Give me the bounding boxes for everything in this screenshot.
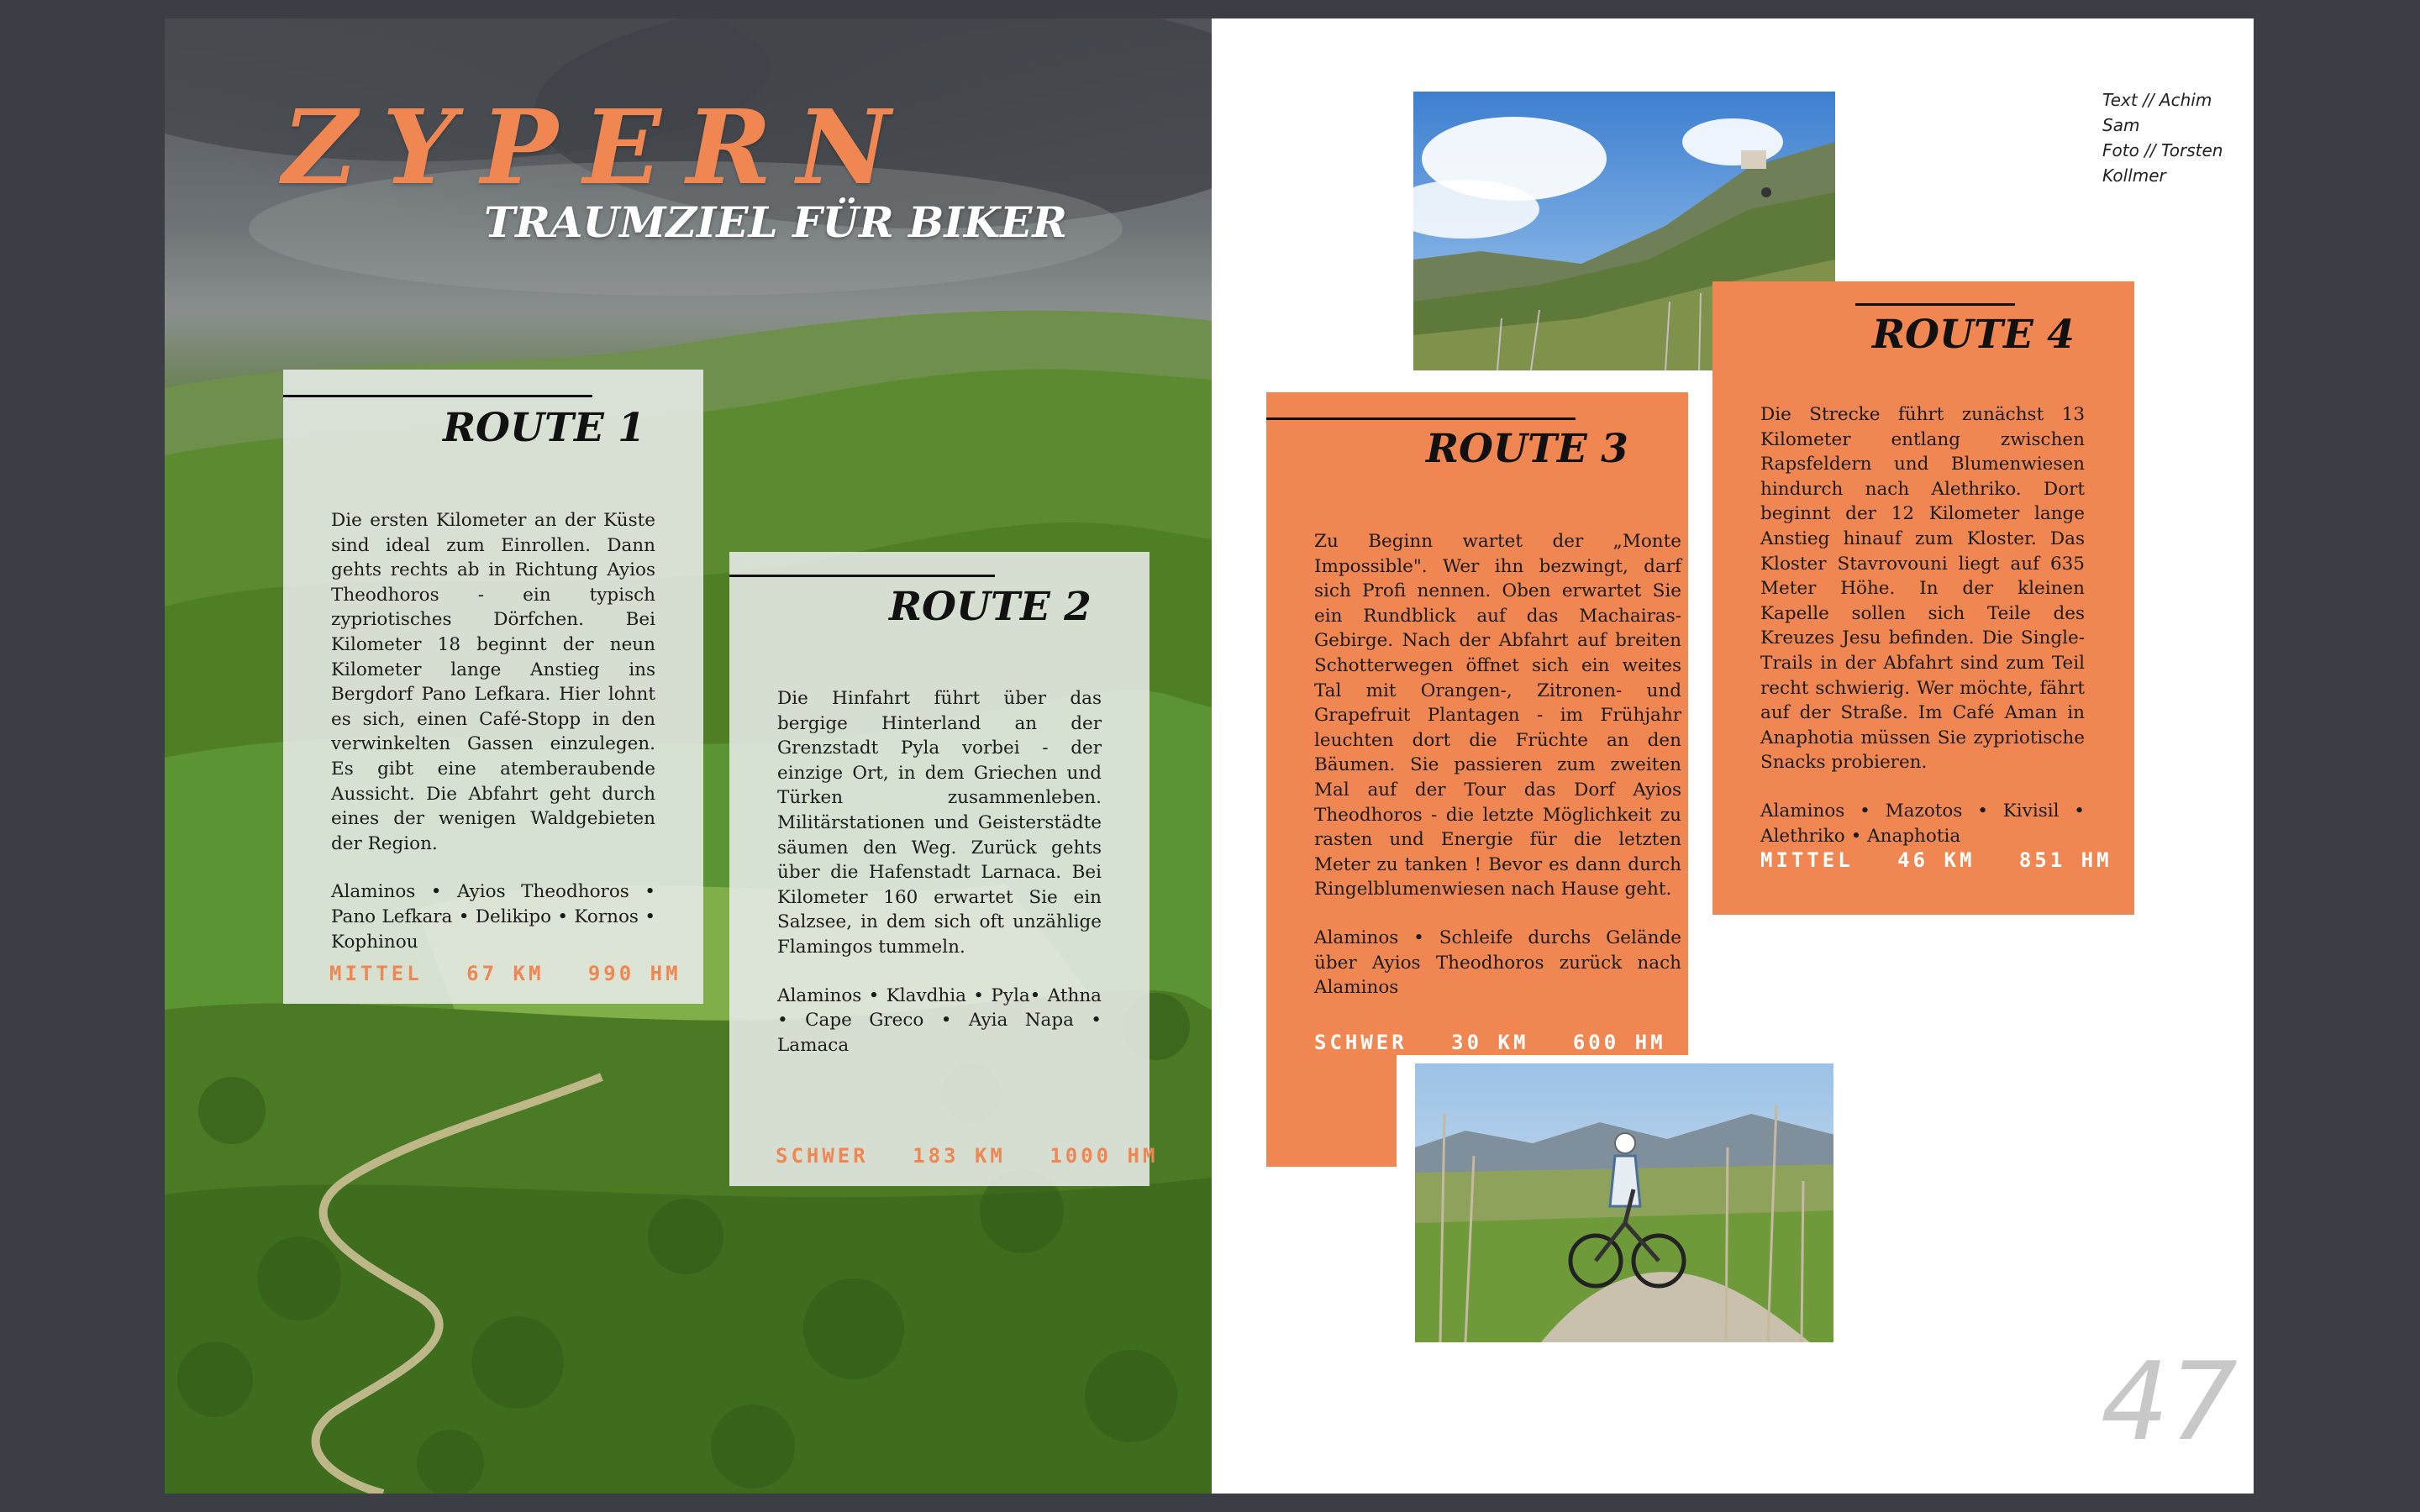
route-2-text: Die Hinfahrt führt über das bergige Hinterland an der Grenzstadt Pyla vorbei - der einzige Ort, in dem Griechen und Türken zusammenleben. Militärstationen und Geisterstädte säumen den Weg. Zurück gehts über die Hafenstadt Larnaca. Bei Kilometer 160 erwartet Sie ein Salzsee, in dem sich oft unzählige Flamingos tummeln. bbox=[777, 688, 1102, 958]
route-4-distance: 46 KM bbox=[1897, 848, 1975, 872]
route-2-difficulty: SCHWER bbox=[776, 1144, 869, 1168]
route-3-distance: 30 KM bbox=[1451, 1031, 1529, 1054]
route-1-stats bbox=[329, 962, 681, 985]
route-1-title: ROUTE 1 bbox=[443, 405, 645, 451]
route-1-text: Die ersten Kilometer an der Küste sind ideal zum Einrollen. Dann gehts rechts ab in Richtung Ayios Theodhoros - ein typisch zypriotisches Dörfchen. Bei Kilometer 18 beginnt der neun Kilometer lange Anstieg ins Bergdorf Pano Lefkara. Hier lohnt es sich, einen Café-Stopp in den verwinkelten Gassen einzulegen. Es gibt eine atemberaubende Aussicht. Die Abfahrt geht durch eines der wenigen Waldgebieten der Region. bbox=[331, 510, 655, 854]
route-3-description bbox=[1314, 529, 1681, 1000]
right-page bbox=[1212, 18, 2254, 1494]
route-3-card bbox=[1266, 392, 1688, 1167]
route-2-elevation: 1000 HM bbox=[1050, 1144, 1159, 1168]
route-4-difficulty: MITTEL bbox=[1760, 848, 1854, 872]
route-4-title: ROUTE 4 bbox=[1872, 312, 2075, 358]
route-2-description bbox=[777, 686, 1102, 1058]
route-3-title: ROUTE 3 bbox=[1426, 426, 1628, 472]
photo-biker-image bbox=[1415, 1063, 1833, 1342]
page-number: 47 bbox=[2101, 1340, 2238, 1465]
route-2-card bbox=[729, 552, 1159, 1186]
route-1-difficulty: MITTEL bbox=[329, 962, 423, 985]
route-3-waypoints: Alaminos • Schleife durchs Gelände über Ayios Theodhoros zurück nach Alaminos bbox=[1314, 927, 1681, 999]
route-2-waypoints: Alaminos • Klavdhia • Pyla• Athna • Cape Greco • Ayia Napa • Lamaca bbox=[777, 984, 1102, 1056]
route-title-rule bbox=[729, 575, 995, 577]
route-1-description bbox=[331, 508, 655, 954]
photo-mountain-biker bbox=[1397, 1055, 1833, 1357]
route-4-text: Die Strecke führt zunächst 13 Kilometer entlang zwischen Rapsfeldern und Blumenwiesen hindurch nach Alethriko. Dort beginnt der 12 Kilometer lange Anstieg hinauf zum Kloster. Das Kloster Stavrovouni liegt auf 635 Meter Höhe. In der kleinen Kapelle sollen sich Teile des Kreuzes Jesu befinden. Die Single-Trails in der Abfahrt sind zum Teil recht schwierig. Wer möchte, fährt auf der Straße. Im Café Aman in Anaphotia müssen Sie zypriotische Snacks probieren. bbox=[1760, 404, 2085, 774]
route-1-distance: 67 KM bbox=[466, 962, 544, 985]
route-1-waypoints: Alaminos • Ayios Theodhoros • Pano Lefkara • Delikipo • Kornos • Kophinou bbox=[331, 881, 655, 953]
credits bbox=[2102, 87, 2254, 188]
route-4-elevation: 851 HM bbox=[2018, 848, 2112, 872]
route-2-stats bbox=[776, 1144, 1158, 1168]
route-4-card bbox=[1712, 281, 2134, 915]
route-1-card bbox=[283, 370, 703, 1004]
credits-photo: Foto // Torsten Kollmer bbox=[2102, 140, 2223, 186]
route-3-stats bbox=[1314, 1031, 1666, 1054]
route-2-title: ROUTE 2 bbox=[889, 584, 1092, 630]
route-3-elevation: 600 HM bbox=[1572, 1031, 1666, 1054]
left-page-landscape-photo bbox=[165, 18, 1212, 1494]
route-title-rule bbox=[1855, 303, 2015, 306]
route-4-waypoints: Alaminos • Mazotos • Kivisil • Alethriko • Anaphotia bbox=[1760, 800, 2085, 847]
route-title-rule bbox=[1266, 417, 1576, 420]
credits-text: Text // Achim Sam bbox=[2102, 90, 2212, 135]
route-title-rule bbox=[283, 395, 592, 397]
route-3-difficulty: SCHWER bbox=[1314, 1031, 1407, 1054]
page-subtitle: TRAUMZIEL FÜR BIKER bbox=[484, 197, 1067, 247]
route-4-stats bbox=[1760, 848, 2112, 872]
route-2-distance: 183 KM bbox=[913, 1144, 1006, 1168]
page-title: ZYPERN bbox=[282, 87, 916, 207]
route-4-description bbox=[1760, 402, 2085, 848]
route-3-text: Zu Beginn wartet der „Monte Impossible". Wer ihn bezwingt, darf sich Profi nennen. Oben erwartet Sie ein Rundblick auf das Machairas-Gebirge. Nach der Abfahrt auf breiten Schotterwegen öffnet sich ein weites Tal mit Orangen-, Zitronen- und Grapefruit Plantagen - im Frühjahr leuchten dort die Früchte an den Bäumen. Sie passieren zum zweiten Mal auf der Tour das Dorf Ayios Theodhoros - die letzte Möglichkeit zu rasten und Energie für die letzten Meter zu tanken ! Bevor es dann durch Ringelblumenwiesen nach Hause geht. bbox=[1314, 531, 1681, 900]
route-1-elevation: 990 HM bbox=[587, 962, 681, 985]
magazine-spread bbox=[165, 18, 2254, 1494]
